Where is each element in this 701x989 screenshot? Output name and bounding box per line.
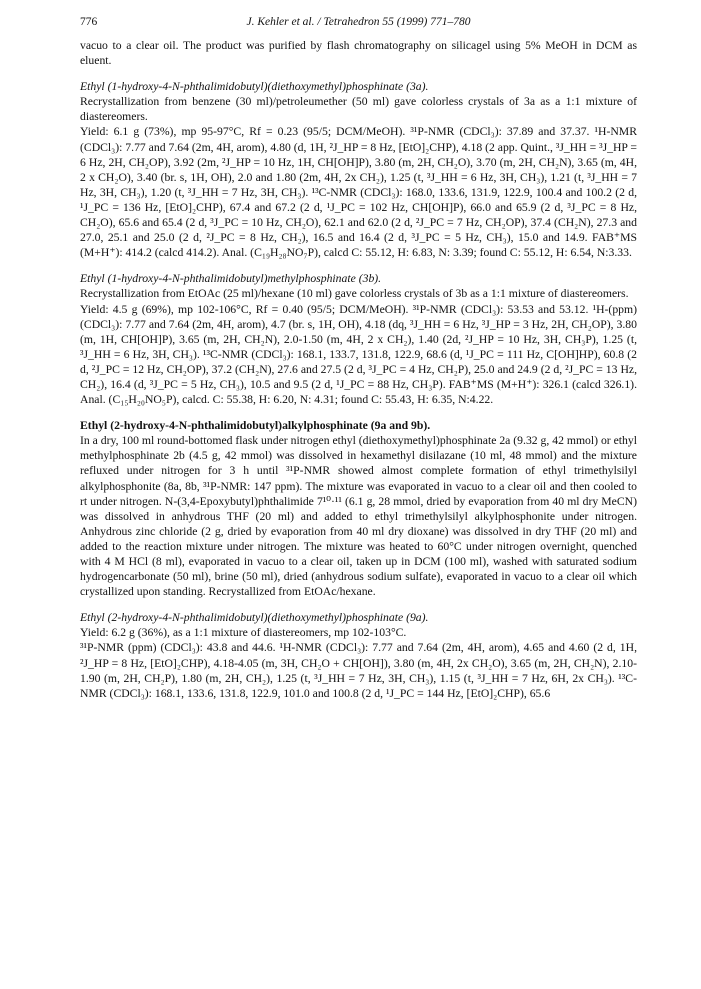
article-body (80, 38, 637, 701)
paragraph-vacuo-eluent: vacuo to a clear oil. The product was purified by flash chromatography on silicagel using 5% MeOH in DCM as eluent. (80, 39, 637, 68)
characterization-9a: ³¹P-NMR (ppm) (CDCl₃): 43.8 and 44.6. ¹H-NMR (CDCl₃): 7.77 and 7.64 (2m, 4H, arom), 4.65 and 4.60 (2 d, 1H, ²J_HP = 8 Hz, [EtO]₂CHP), 4.18-4.05 (m, 3H, CH₂O + CH[OH]), 3.80 (m, 4H, 2x CH₂O), 3.65 (m, 2H, CH₂N), 2.10-1.90 (m, 2H, CH₂P), 1.80 (m, 2H, CH₂), 1.25 (t, ³J_HH = 7 Hz, 3H, CH₃), 1.15 (t, ³J_HH = 7 Hz, 6H, 2x CH₃). ¹³C-NMR (CDCl₃): 168.1, 133.6, 131.8, 122.9, 101.0 and 100.8 (2 d, ¹J_PC = 144 Hz, [EtO]₂CHP), 65.6 (80, 641, 637, 700)
recrystallization-3a: Recrystallization from benzene (30 ml)/petroleumether (50 ml) gave colorless crystals of 3a as a 1:1 mixture of diastereomers. (80, 95, 637, 124)
recrystallization-3b: Recrystallization from EtOAc (25 ml)/hexane (10 ml) gave colorless crystals of 3b as a 1:1 mixture of diastereomers. (80, 287, 629, 301)
yield-9a: Yield: 6.2 g (36%), as a 1:1 mixture of diastereomers, mp 102-103°C. (80, 626, 407, 640)
running-title: J. Kehler et al. / Tetrahedron 55 (1999) 771–780 (246, 16, 471, 28)
compound-heading-3a: Ethyl (1-hydroxy-4-N-phthalimidobutyl)(diethoxymethyl)phosphinate (3a). (80, 80, 429, 94)
section-heading-9a-9b: Ethyl (2-hydroxy-4-N-phthalimidobutyl)alkylphosphinate (9a and 9b). (80, 419, 431, 433)
page-number: 776 (80, 16, 98, 28)
page-header (80, 16, 637, 32)
compound-heading-3b: Ethyl (1-hydroxy-4-N-phthalimidobutyl)methylphosphinate (3b). (80, 272, 382, 286)
compound-heading-9a: Ethyl (2-hydroxy-4-N-phthalimidobutyl)(diethoxymethyl)phosphinate (9a). (80, 611, 429, 625)
characterization-3a: Yield: 6.1 g (73%), mp 95-97°C, Rf = 0.23 (95/5; DCM/MeOH). ³¹P-NMR (CDCl₃): 37.89 and 37.37. ¹H-NMR (CDCl₃): 7.77 and 7.64 (2m, 4H, arom), 4.80 (d, 1H, ²J_HP = 8 Hz, [EtO]₂CHP), 4.18 (2 app. Quint., ³J_HH = ³J_HP = 6 Hz, 2H, CH₂OP), 3.92 (2m, ²J_HP = 10 Hz, 1H, CH[OH]P), 3.80 (m, 2H, CH₂O), 3.70 (m, 2H, CH₂N), 3.65 (m, 4H, 2 x CH₂O), 3.40 (br. s, 1H, OH), 2.0 and 1.80 (2m, 4H, 2x CH₂), 1.25 (t, ³J_HH = 6 Hz, 3H, CH₃), 1.21 (t, ³J_HH = 7 Hz, 3H, CH₃), 1.20 (t, ³J_HH = 7 Hz, 3H, CH₃). ¹³C-NMR (CDCl₃): 168.0, 133.6, 131.9, 122.9, 100.4 and 100.2 (2 d, ¹J_PC = 136 Hz, [EtO]₂CHP), 67.4 and 67.2 (2 d, ¹J_PC = 102 Hz, CH[OH]P), 66.0 and 65.9 (2 d, ³J_PC = 8 Hz, CH₂O), 65.6 and 65.4 (2 d, ³J_PC = 10 Hz, CH₂O), 62.1 and 62.0 (2 d, ²J_PC = 7 Hz, CH₂OP), 37.4 (CH₂N), 27.3 and 27.0, 25.1 and 25.0 (2 d, ²J_PC = 8 Hz, CH₂), 16.5 and 16.4 (2 d, ³J_PC = 5 Hz, CH₃), 15.0 and 14.9. FAB⁺MS (M+H⁺): 414.2 (calcd 414.2). Anal. (C₁₉H₂₈NO₇P), calcd C: 55.12, H: 6.83, N: 3.39; found C: 55.12, H: 6.54, N:3.33. (80, 125, 637, 260)
characterization-3b: Yield: 4.5 g (69%), mp 102-106°C, Rf = 0.40 (95/5; DCM/MeOH). ³¹P-NMR (CDCl₃): 53.53 and 53.12. ¹H-(ppm) (CDCl₃): 7.77 and 7.64 (2m, 4H, arom), 4.7 (br. s, 1H, OH), 4.18 (dq, ³J_HH = 6 Hz, ³J_HP = 3 Hz, 2H, CH₂OP), 3.80 (m, 1H, CH[OH]P), 3.65 (m, 2H, CH₂N), 2.0-1.50 (m, 4H, 2 x CH₂), 1.40 (2d, ²J_HP = 10 Hz, 3H, CH₃P), 1.25 (t, ³J_HH = 6 Hz, 3H, CH₃). ¹³C-NMR (CDCl₃): 168.1, 133.7, 131.8, 122.9, 68.6 (d, ¹J_PC = 111 Hz, C[OH]HP), 60.8 (2 d, ²J_PC = 12 Hz, CH₂OP), 37.2 (CH₂N), 27.6 and 27.5 (2 d, ³J_PC = 4 Hz, CH₂P), 25.0 and 24.9 (2 d, ²J_PC = 13 Hz, CH₂), 16.4 (d, ³J_PC = 5 Hz, CH₃), 10.5 and 9.5 (2 d, ¹J_PC = 88 Hz, CH₃P). FAB⁺MS (M+H⁺): 326.1 (calcd 326.1). Anal. (C₁₅H₂₀NO₅P), calcd. C: 55.38, H: 6.20, N: 4.31; found C: 55.43, H: 6.35, N:4.22. (80, 302, 637, 407)
procedure-9a-9b: In a dry, 100 ml round-bottomed flask under nitrogen ethyl (diethoxymethyl)phosphinate 2a (9.32 g, 42 mmol) or ethyl methylphosphinate 2b (4.5 g, 42 mmol) was dissolved in hexamethyl disilazane (10 ml, 48 mmol) and the mixture refluxed under nitrogen for 3 h until ³¹P-NMR showed almost complete formation of ethyl trimethylsilyl alkylphosphonite (8a, 8b, ³¹P-NMR: 147 ppm). The mixture was evaporated in vacuo to a clear oil and then cooled to rt under nitrogen. N-(3,4-Epoxybutyl)phthalimide 7¹⁰·¹¹ (6.1 g, 28 mmol, dried by evaporation from 40 ml dry MeCN) was dissolved in anhydrous THF (20 ml) and added to ethyl trimethylsilyl alkylphosphonite under nitrogen. Anhydrous zinc chloride (2 g, dried by evaporation from 40 ml dry dioxane) was dissolved in dry THF (20 ml) and added to the reaction mixture under nitrogen. The mixture was heated to 60°C under nitrogen overnight, quenched with 4 M HCl (8 ml), evaporated in vacuo to a clear oil, taken up in DCM (100 ml), washed with saturated sodium hydrogencarbonate (50 ml), brine (50 ml), dried (anhydrous sodium sulfate), evaporated in vacuo to a clear oil which crystallized upon standing. Recrystallized from EtOAc/hexane. (80, 434, 637, 599)
